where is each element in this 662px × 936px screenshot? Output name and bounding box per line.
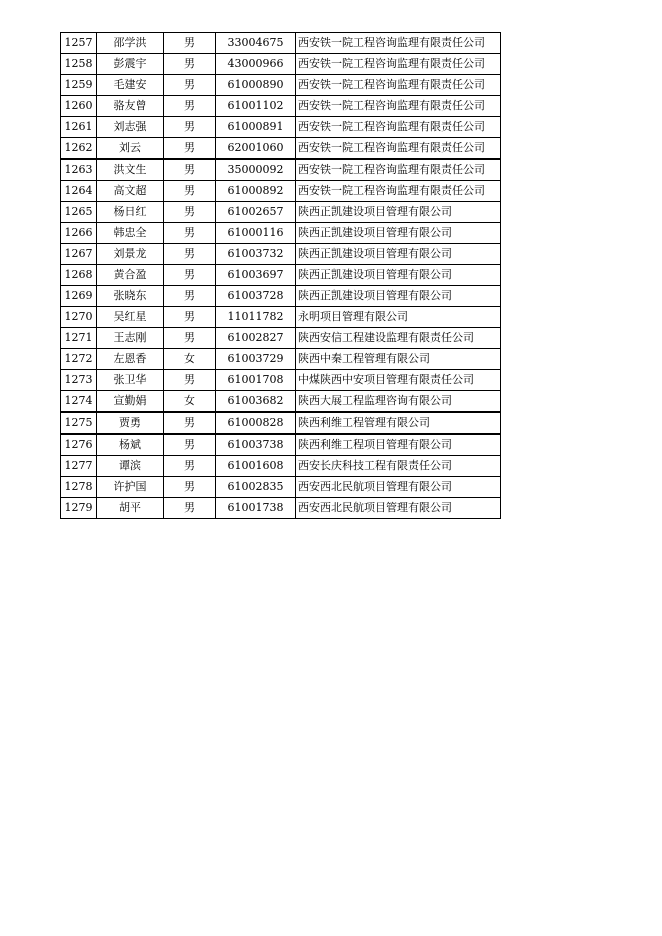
person-name: 刘景龙: [97, 244, 164, 265]
row-number: 1273: [61, 370, 97, 391]
registration-number: 43000966: [216, 54, 296, 75]
registration-number: 61003729: [216, 349, 296, 370]
row-number: 1265: [61, 202, 97, 223]
company-name: 西安铁一院工程咨询监理有限责任公司: [296, 54, 501, 75]
row-number: 1264: [61, 181, 97, 202]
person-name: 许护国: [97, 477, 164, 498]
row-number: 1266: [61, 223, 97, 244]
registration-number: 11011782: [216, 307, 296, 328]
company-name: 陕西正凯建设项目管理有限公司: [296, 286, 501, 307]
row-number: 1278: [61, 477, 97, 498]
table-row: [61, 202, 501, 223]
person-name: 宣勤娟: [97, 391, 164, 413]
gender: 男: [164, 75, 216, 96]
gender: 男: [164, 244, 216, 265]
row-number: 1277: [61, 456, 97, 477]
registration-number: 61000890: [216, 75, 296, 96]
person-name: 杨斌: [97, 434, 164, 456]
row-number: 1275: [61, 412, 97, 434]
person-name: 左恩香: [97, 349, 164, 370]
table-row: [61, 138, 501, 160]
roster-table: [60, 32, 501, 519]
table-row: [61, 370, 501, 391]
table-row: [61, 286, 501, 307]
person-name: 谭滨: [97, 456, 164, 477]
registration-number: 61003732: [216, 244, 296, 265]
person-name: 毛建安: [97, 75, 164, 96]
gender: 男: [164, 202, 216, 223]
gender: 男: [164, 96, 216, 117]
company-name: 陕西正凯建设项目管理有限公司: [296, 202, 501, 223]
person-name: 王志刚: [97, 328, 164, 349]
registration-number: 61003728: [216, 286, 296, 307]
company-name: 西安西北民航项目管理有限公司: [296, 477, 501, 498]
person-name: 杨日红: [97, 202, 164, 223]
registration-number: 61003697: [216, 265, 296, 286]
company-name: 永明项目管理有限公司: [296, 307, 501, 328]
row-number: 1274: [61, 391, 97, 413]
registration-number: 61003738: [216, 434, 296, 456]
registration-number: 61001738: [216, 498, 296, 519]
registration-number: 62001060: [216, 138, 296, 160]
row-number: 1259: [61, 75, 97, 96]
gender: 男: [164, 434, 216, 456]
registration-number: 61002657: [216, 202, 296, 223]
gender: 男: [164, 54, 216, 75]
table-row: [61, 265, 501, 286]
table-row: [61, 75, 501, 96]
roster-table-body: [61, 33, 501, 519]
gender: 男: [164, 328, 216, 349]
registration-number: 61001708: [216, 370, 296, 391]
gender: 男: [164, 456, 216, 477]
table-row: [61, 307, 501, 328]
registration-number: 61001608: [216, 456, 296, 477]
person-name: 刘云: [97, 138, 164, 160]
company-name: 陕西正凯建设项目管理有限公司: [296, 223, 501, 244]
row-number: 1262: [61, 138, 97, 160]
person-name: 张晓东: [97, 286, 164, 307]
row-number: 1276: [61, 434, 97, 456]
person-name: 贾勇: [97, 412, 164, 434]
company-name: 陕西大展工程监理咨询有限公司: [296, 391, 501, 413]
person-name: 邵学洪: [97, 33, 164, 54]
registration-number: 61002827: [216, 328, 296, 349]
company-name: 西安铁一院工程咨询监理有限责任公司: [296, 181, 501, 202]
company-name: 西安长庆科技工程有限责任公司: [296, 456, 501, 477]
table-row: [61, 498, 501, 519]
company-name: 西安西北民航项目管理有限公司: [296, 498, 501, 519]
registration-number: 61000116: [216, 223, 296, 244]
gender: 男: [164, 265, 216, 286]
registration-number: 61001102: [216, 96, 296, 117]
row-number: 1257: [61, 33, 97, 54]
table-row: [61, 159, 501, 181]
gender: 男: [164, 370, 216, 391]
gender: 男: [164, 412, 216, 434]
gender: 男: [164, 159, 216, 181]
person-name: 张卫华: [97, 370, 164, 391]
registration-number: 61000828: [216, 412, 296, 434]
gender: 男: [164, 181, 216, 202]
gender: 女: [164, 391, 216, 413]
row-number: 1267: [61, 244, 97, 265]
company-name: 陕西利维工程管理有限公司: [296, 412, 501, 434]
table-row: [61, 223, 501, 244]
company-name: 陕西正凯建设项目管理有限公司: [296, 265, 501, 286]
row-number: 1271: [61, 328, 97, 349]
company-name: 西安铁一院工程咨询监理有限责任公司: [296, 159, 501, 181]
gender: 女: [164, 349, 216, 370]
company-name: 陕西正凯建设项目管理有限公司: [296, 244, 501, 265]
person-name: 胡平: [97, 498, 164, 519]
table-row: [61, 33, 501, 54]
row-number: 1258: [61, 54, 97, 75]
person-name: 吴红星: [97, 307, 164, 328]
registration-number: 61000892: [216, 181, 296, 202]
table-row: [61, 54, 501, 75]
person-name: 洪文生: [97, 159, 164, 181]
gender: 男: [164, 223, 216, 244]
gender: 男: [164, 117, 216, 138]
company-name: 西安铁一院工程咨询监理有限责任公司: [296, 33, 501, 54]
company-name: 西安铁一院工程咨询监理有限责任公司: [296, 117, 501, 138]
person-name: 黄合盈: [97, 265, 164, 286]
table-row: [61, 477, 501, 498]
person-name: 高文超: [97, 181, 164, 202]
table-row: [61, 117, 501, 138]
table-row: [61, 434, 501, 456]
person-name: 刘志强: [97, 117, 164, 138]
table-row: [61, 181, 501, 202]
row-number: 1279: [61, 498, 97, 519]
row-number: 1270: [61, 307, 97, 328]
gender: 男: [164, 307, 216, 328]
gender: 男: [164, 286, 216, 307]
gender: 男: [164, 33, 216, 54]
table-row: [61, 456, 501, 477]
row-number: 1272: [61, 349, 97, 370]
row-number: 1269: [61, 286, 97, 307]
company-name: 陕西安信工程建设监理有限责任公司: [296, 328, 501, 349]
table-row: [61, 244, 501, 265]
person-name: 骆友曾: [97, 96, 164, 117]
person-name: 彭震宇: [97, 54, 164, 75]
gender: 男: [164, 138, 216, 160]
company-name: 西安铁一院工程咨询监理有限责任公司: [296, 75, 501, 96]
table-row: [61, 391, 501, 413]
row-number: 1261: [61, 117, 97, 138]
row-number: 1260: [61, 96, 97, 117]
table-row: [61, 412, 501, 434]
company-name: 西安铁一院工程咨询监理有限责任公司: [296, 96, 501, 117]
row-number: 1268: [61, 265, 97, 286]
registration-number: 33004675: [216, 33, 296, 54]
registration-number: 61002835: [216, 477, 296, 498]
gender: 男: [164, 477, 216, 498]
company-name: 陕西利维工程项目管理有限公司: [296, 434, 501, 456]
person-name: 韩忠全: [97, 223, 164, 244]
company-name: 中煤陕西中安项目管理有限责任公司: [296, 370, 501, 391]
table-row: [61, 349, 501, 370]
table-row: [61, 328, 501, 349]
registration-number: 61003682: [216, 391, 296, 413]
registration-number: 61000891: [216, 117, 296, 138]
company-name: 陕西中秦工程管理有限公司: [296, 349, 501, 370]
registration-number: 35000092: [216, 159, 296, 181]
gender: 男: [164, 498, 216, 519]
table-row: [61, 96, 501, 117]
company-name: 西安铁一院工程咨询监理有限责任公司: [296, 138, 501, 160]
row-number: 1263: [61, 159, 97, 181]
